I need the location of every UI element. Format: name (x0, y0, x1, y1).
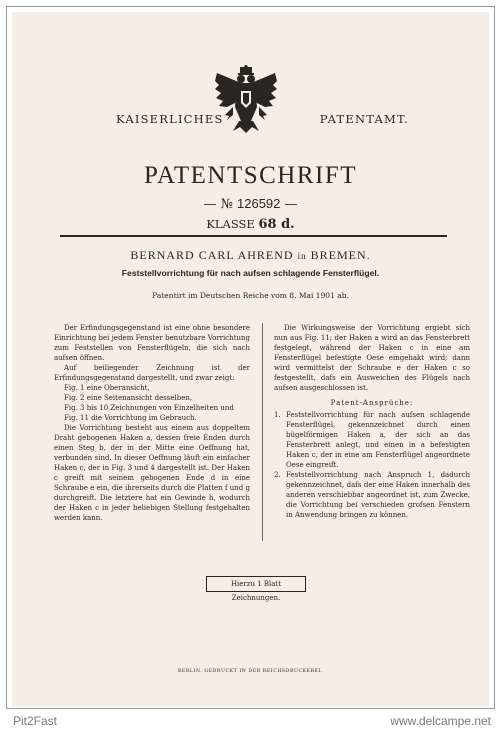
paragraph: Die Wirkungsweise der Vorrichtung ergiebt sich nun aus Fig. 11; der Haken a wird an das Fensterbrett festgelegt, während der Haken c in eine am Fensterflügel befestigte Oese eingehakt wird; dann wird vermittelst der Schraube e der Haken c so festgestellt, dafs ein Ausweichen des Flügels nach aufsen ausgeschlossen ist. (274, 324, 470, 392)
right-text-column (274, 323, 470, 520)
header-left-word: KAISERLICHES (116, 112, 224, 126)
claim-number: 2. (274, 471, 281, 479)
paragraph: Fig. 11 die Vorrichtung im Gebrauch. (64, 414, 197, 422)
paragraph: Der Erfindungsgegenstand ist eine ohne besondere Einrichtung bei jedem Fenster benutzbare Vorrichtung zum Feststellen von Fensterflügeln, die sich nach aufsen öffnen. (54, 324, 250, 362)
inventor-city: BREMEN. (310, 248, 371, 262)
paragraph: Fig. 1 eine Oberansicht, (64, 384, 150, 392)
patented-date-line: Patentirt im Deutschen Reiche vom 8. Mai 1901 ab. (152, 291, 349, 300)
claims-heading: Patent-Ansprüche: (330, 399, 414, 407)
number-suffix: — (280, 197, 298, 212)
inventor-in-word: in (297, 251, 307, 261)
drawings-note-box: Hierzu 1 Blatt Zeichnungen. (206, 576, 306, 592)
title-divider (60, 235, 447, 237)
claim-text: Feststellvorrichtung nach Anspruch 1, dadurch gekennzeichnet, dafs der eine Haken innerhalb des anderen verschiebbar angeordnet ist, zum Zwecke, die Vorrichtung bei verschieden grofsen Fenstern in Anwendung bringen zu können. (286, 471, 470, 519)
document-title: PATENTSCHRIFT (143, 162, 358, 189)
claim-item (274, 470, 470, 520)
footer-bar (0, 712, 501, 730)
claim-item (274, 410, 470, 470)
column-divider (262, 323, 263, 541)
patent-subject: Feststellvorrichtung für nach aufsen schlagende Fensterflügel. (121, 268, 380, 278)
patent-page (12, 12, 489, 707)
number-prefix: — № (203, 197, 238, 212)
left-text-column (54, 323, 250, 523)
claim-number: 1. (274, 411, 281, 419)
inventor-name: BERNARD CARL AHREND (130, 248, 294, 262)
patent-number: 126592 (237, 196, 281, 211)
header-right-word: PATENTAMT. (319, 112, 409, 126)
seller-watermark: Pit2Fast (13, 714, 58, 728)
patent-number-line (12, 196, 489, 212)
paragraph: Fig. 3 bis 10 Zeichnungen von Einzelheiten und (64, 404, 234, 412)
patent-class (12, 217, 489, 232)
printer-line: BERLIN. GEDRUCKT IN DER REICHSDRUCKEREI. (177, 669, 324, 674)
paragraph: Auf beiliegender Zeichnung ist der Erfindungsgegenstand dargestellt, und zwar zeigt: (54, 364, 250, 382)
class-value: 68 d. (258, 217, 295, 232)
site-watermark: www.delcampe.net (390, 714, 491, 728)
paragraph: Fig. 2 eine Seitenansicht desselben, (64, 394, 193, 402)
paragraph: Die Vorrichtung besteht aus einem aus doppeltem Draht gebogenen Haken a, dessen freie Enden durch einen Steg b, der in der Mitte eine Oeffnung hat, verbunden sind. In dieser Oeffnung läuft ein einfacher Haken c, der in Fig. 3 und 4 dargestellt ist. Der Haken c greift mit seinem gebogenen Ende d in eine Schraube e ein, die ihrerseits durch die Platten f und g durchgreift. Die letztere hat ein Gewinde h, wodurch der Haken c in jeder beliebigen Stellung festgehalten werden kann. (54, 424, 250, 522)
imperial-eagle-icon (213, 65, 279, 135)
class-prefix: KLASSE (206, 217, 259, 231)
claim-text: Feststellvorrichtung für nach aufsen schlagende Fensterflügel, gekennzeichnet durch einen bügelförmigen Haken a, der sich an das Fensterbrett anlegt, und einen in a befestigten Haken c, der in eine am Fensterflügel angeordnete Oese eingreift. (286, 411, 470, 469)
inventor-line (12, 248, 489, 263)
